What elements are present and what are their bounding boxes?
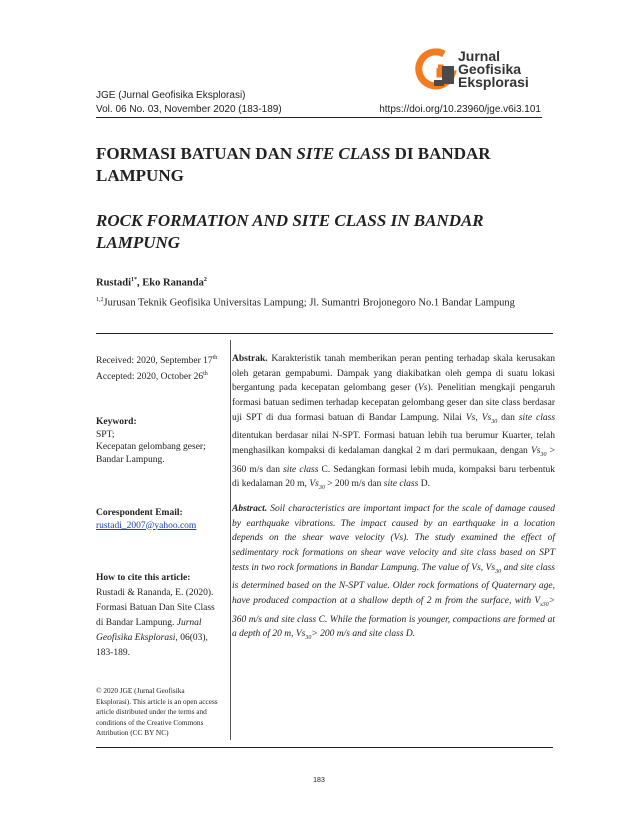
section-divider-top xyxy=(96,333,553,334)
logo-line-3: Eksplorasi xyxy=(458,74,529,90)
logo-line-1: Jurnal xyxy=(458,48,501,64)
email-label: Corespondent Email: xyxy=(96,508,183,518)
keyword-item: Bandar Lampung. xyxy=(96,454,165,465)
journal-logo xyxy=(414,46,544,96)
title-english: ROCK FORMATION AND SITE CLASS IN BANDAR LAMPUNG xyxy=(96,211,484,252)
section-divider-bottom xyxy=(96,747,553,748)
accepted-date: Accepted: 2020, October 26th xyxy=(96,370,208,382)
header-divider xyxy=(96,117,542,118)
cite-text: Rustadi & Rananda, E. (2020). Formasi Batuan Dan Site Class di Bandar Lampung. Jurnal Geofisika Eksplorasi, 06(03), 183-189. xyxy=(96,588,215,658)
keyword-item: Kecepatan gelombang geser; xyxy=(96,442,206,452)
doi-link[interactable]: https://doi.org/10.23960/jge.v6i3.101 xyxy=(379,104,541,115)
correspondent xyxy=(96,507,218,532)
logo-line-2: Geofisika xyxy=(458,61,522,77)
keywords xyxy=(96,416,218,466)
abstract-english: Abstract. Soil characteristics are important impact for the scale of damage caused by earthquake vibrations. The impact caused by an earthquake in a location depends on the shear wave velocity (Vs). The study examined the effect of sedimentary rock formations on shear wave velocity and site class based on SPT tests in two rock formations in Bandar Lampung. The value of Vs, $Vs_{30}$ and site class is determined based on the N-SPT value. Older rock formations of Quaternary age, have produced compaction at a shallow depth of 2 m from the surface, with $V_{s30}> 360$ m/s and site class C. While the formation is younger, compactions are formed at a depth of 20 m, $Vs_{30}> 200$ m/s and site class D. xyxy=(232,504,556,642)
received-date: Received: 2020, September 17th xyxy=(96,355,218,367)
affiliation: $^{1,2}$Jurusan Teknik Geofisika Universitas Lampung; Jl. Sumantri Brojonegoro No.1 Bandar Lampung xyxy=(96,297,515,309)
column-divider xyxy=(230,340,231,740)
keyword-item: SPT; xyxy=(96,429,115,440)
keyword-label: Keyword: xyxy=(96,417,137,427)
dates xyxy=(96,352,218,383)
journal-name: JGE (Jurnal Geofisika Eksplorasi) xyxy=(96,90,246,101)
abstract-indonesian: Abstrak. Karakteristik tanah memberikan peran penting terhadap skala kerusakan oleh getaran gempabumi. Dampak yang diakibatkan oleh gempa di suatu lokasi bergantung pada kecepatan gelombang geser (Vs). Penelitian mengkaji pengaruh formasi batuan sedimen terhadap kecepatan gelombang geser dan site class berdasar uji SPT di dua formasi batuan di Bandar Lampung. Nilai Vs, $Vs_{30}$ dan site class ditentukan berdasar nilai N-SPT. Formasi batuan lebih tua berumur Kuarter, telah menghasilkan kompaksi di kedalaman dangkal 2 m dari permukaan, dengan $Vs_{30} > 360$ m/s dan site class C. Sedangkan formasi lebih muda, kompaksi baru terbentuk di kedalaman 20 m, $Vs_{30} > 200$ m/s dan site class D. xyxy=(232,354,556,492)
page-number: 183 xyxy=(313,777,325,784)
volume-info: Vol. 06 No. 03, November 2020 (183-189) xyxy=(96,104,282,115)
cite-label: How to cite this article: xyxy=(96,573,191,583)
jge-logo-icon xyxy=(414,48,458,92)
title-indonesian: FORMASI BATUAN DAN SITE CLASS DI BANDAR LAMPUNG xyxy=(96,144,491,185)
email-link[interactable]: rustadi_2007@yahoo.com xyxy=(96,520,197,531)
authors: Rustadi$^{1*}$, Eko Rananda$^2$ xyxy=(96,277,207,289)
license-note: © 2020 JGE (Jurnal Geofisika Eksplorasi). This article is an open access article distributed under the terms and conditions of the Creative Commons Attribution (CC BY NC) xyxy=(96,686,218,737)
citation xyxy=(96,571,218,661)
